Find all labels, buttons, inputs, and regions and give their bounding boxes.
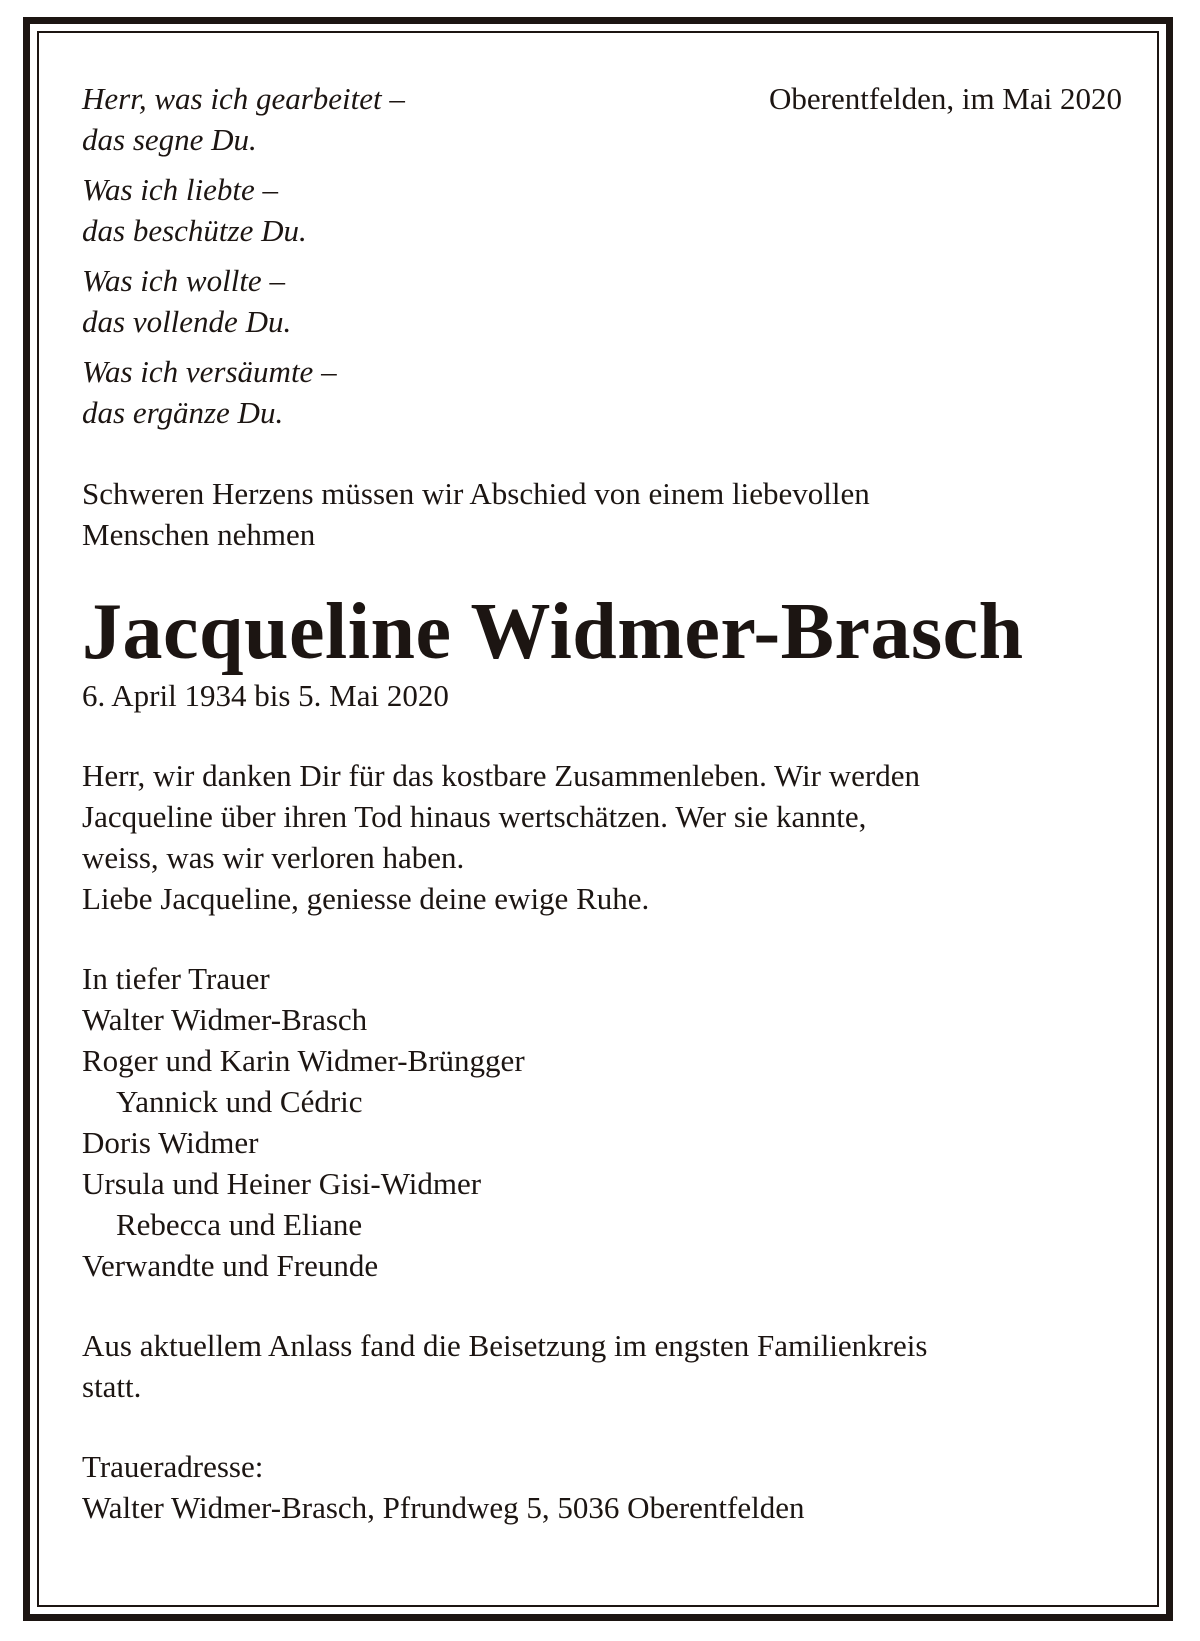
verse-line: Was ich wollte – bbox=[82, 263, 285, 298]
verse-stanza bbox=[82, 351, 642, 433]
burial-note bbox=[82, 1325, 1122, 1407]
mourner-name: Doris Widmer bbox=[82, 1125, 259, 1160]
message bbox=[82, 755, 1122, 919]
intro-line: Menschen nehmen bbox=[82, 517, 316, 552]
burial-note-line: statt. bbox=[82, 1369, 142, 1404]
verse-stanza bbox=[82, 169, 642, 251]
deceased-name: Jacqueline Widmer-Brasch bbox=[82, 588, 1024, 676]
life-dates: 6. April 1934 bis 5. Mai 2020 bbox=[82, 678, 449, 713]
mourner-name: Roger und Karin Widmer-Brüngger bbox=[82, 1043, 525, 1078]
obituary-notice bbox=[82, 78, 1122, 1528]
burial-note-line: Aus aktuellem Anlass fand die Beisetzung im engsten Familienkreis bbox=[82, 1328, 928, 1363]
verse-line: das vollende Du. bbox=[82, 304, 292, 339]
message-line: Herr, wir danken Dir für das kostbare Zusammenleben. Wir werden bbox=[82, 758, 920, 793]
message-line: Liebe Jacqueline, geniesse deine ewige Ruhe. bbox=[82, 881, 650, 916]
place-date: Oberentfelden, im Mai 2020 bbox=[769, 81, 1122, 116]
verse bbox=[82, 78, 642, 433]
intro-text bbox=[82, 473, 1122, 555]
mourning-address bbox=[82, 1446, 1122, 1528]
intro-line: Schweren Herzens müssen wir Abschied von einem liebevollen bbox=[82, 476, 870, 511]
verse-line: Herr, was ich gearbeitet – bbox=[82, 81, 405, 116]
address-value: Walter Widmer-Brasch, Pfrundweg 5, 5036 Oberentfelden bbox=[82, 1490, 805, 1525]
message-line: weiss, was wir verloren haben. bbox=[82, 840, 465, 875]
verse-stanza bbox=[82, 260, 642, 342]
mourners bbox=[82, 958, 1122, 1286]
message-line: Jacqueline über ihren Tod hinaus wertschätzen. Wer sie kannte, bbox=[82, 799, 867, 834]
verse-line: das beschütze Du. bbox=[82, 213, 307, 248]
mourner-name: Rebecca und Eliane bbox=[116, 1207, 363, 1242]
verse-line: das segne Du. bbox=[82, 122, 257, 157]
mourner-name: Verwandte und Freunde bbox=[82, 1248, 379, 1283]
verse-line: das ergänze Du. bbox=[82, 395, 284, 430]
mourner-name: Yannick und Cédric bbox=[116, 1084, 363, 1119]
verse-line: Was ich liebte – bbox=[82, 172, 279, 207]
mourner-name: Ursula und Heiner Gisi-Widmer bbox=[82, 1166, 482, 1201]
verse-stanza bbox=[82, 78, 642, 160]
mourners-heading: In tiefer Trauer bbox=[82, 961, 270, 996]
verse-line: Was ich versäumte – bbox=[82, 354, 337, 389]
address-label: Traueradresse: bbox=[82, 1449, 264, 1484]
mourner-name: Walter Widmer-Brasch bbox=[82, 1002, 368, 1037]
